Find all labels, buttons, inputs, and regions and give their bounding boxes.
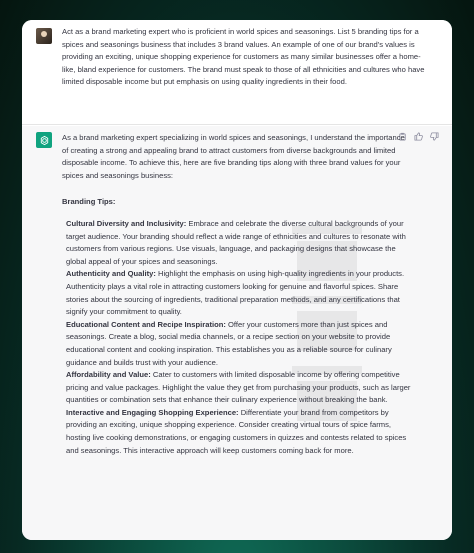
- tip-body: Cater to customers with limited disposable income by offering competitive pricing and value packages. Highlight the value they get from purchasing your products, such as larger quantities or combination sets that enhance their culinary experience without breaking the bank.: [66, 370, 411, 405]
- tip-item: [66, 369, 412, 407]
- tip-item: [66, 319, 412, 369]
- tip-body: Offer your customers more than just spices and seasonings. Create a blog, social media channels, or a recipe section on your website to provide educational content and cooking inspiration. This establishes you as a reliable source for culinary guidance and builds trust with your audience.: [66, 319, 392, 367]
- tip-body: Embrace and celebrate the diverse cultural backgrounds of your target audience. Your branding should reflect a wide range of ethnicities and cultures to resonate with customers from various regions. Use visuals, language, and packaging designs that showcase the global appeal of your spices and seasonings.: [66, 218, 406, 266]
- divider: [22, 124, 452, 125]
- tip-body: Highlight the emphasis on using high-quality ingredients in your products. Authenticity plays a vital role in attracting customers looking for genuine and flavorful spices. Share stories about the sourcing of ingredients, traditional preparation methods, and any certifications that signify your commitment to quality.: [66, 269, 405, 317]
- openai-logo-icon: [36, 132, 52, 148]
- tip-title: Authenticity and Quality:: [66, 269, 156, 279]
- chat-card: [22, 20, 452, 540]
- tip-body: Differentiate your brand from competitors by providing an exciting, unique shopping experience. Consider creating virtual tours of spice farms, hosting live cooking demonstrations, or engaging customers in quizzes and contests related to spices and seasonings. This interactive approach will keep customers coming back for more.: [66, 407, 407, 455]
- tip-item: [66, 268, 412, 318]
- assistant-message-row: [22, 126, 452, 540]
- branding-tips-heading: Branding Tips:: [62, 197, 116, 207]
- thumbs-down-icon[interactable]: [430, 132, 439, 141]
- user-avatar: [36, 28, 52, 44]
- user-message: Act as a brand marketing expert who is proficient in world spices and seasonings. List 5 branding tips for a spices and seasonings business that includes 3 brand values. An example of one of our brand's values is providing an exciting, unique shopping experience for customers as many similar businesses offer a home-like, bland experience for customers. The brand must speak to those of all ethnicities and cultures who have limited disposable income but put emphasis on using quality ingredients in their food.: [62, 27, 425, 87]
- tip-title: Affordability and Value:: [66, 370, 151, 380]
- branding-tips-list: [66, 218, 412, 457]
- thumbs-up-icon[interactable]: [414, 132, 423, 141]
- tip-item: [66, 218, 412, 268]
- assistant-message: [62, 132, 412, 457]
- tip-title: Interactive and Engaging Shopping Experience:: [66, 407, 239, 417]
- tip-item: [66, 407, 412, 457]
- assistant-intro: As a brand marketing expert specializing in world spices and seasonings, I understand the importance of creating a strong and appealing brand to attract customers from diverse backgrounds and limited disposable income. To achieve this, here are five branding tips along with three brand values for your spices and seasonings business:: [62, 133, 405, 180]
- tip-title: Educational Content and Recipe Inspiration:: [66, 319, 226, 329]
- tip-title: Cultural Diversity and Inclusivity:: [66, 218, 187, 228]
- user-message-row: [22, 20, 452, 122]
